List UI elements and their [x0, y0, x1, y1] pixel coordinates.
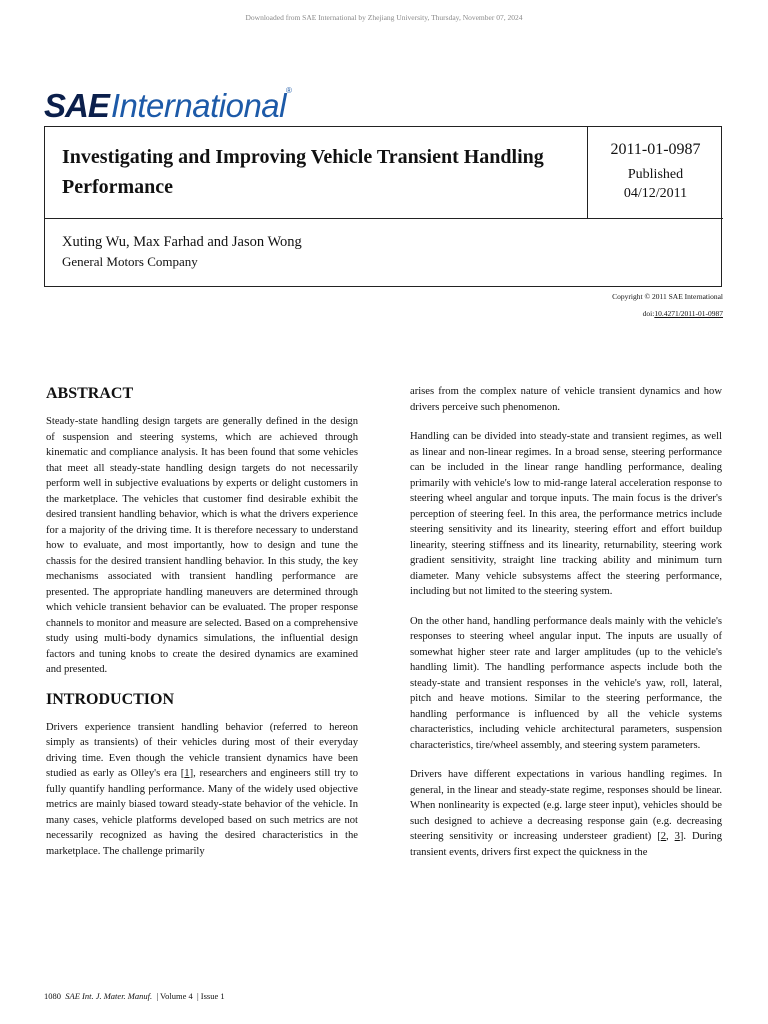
logo-sae-text: SAE [44, 87, 109, 124]
download-note: Downloaded from SAE International by Zhejiang University, Thursday, November 07, 2024 [245, 13, 523, 22]
logo-international-text: International [110, 87, 286, 124]
intro-p1-text-b: ], researchers and engineers still try to fully quantify handling performance. Many of the widely used objective metrics are mainly biased toward steady-state behavior of the vehicle. In many cases, vehicle platforms developed based on such metrics are not necessarily recognized as having the desired characteristics in the marketplace. The challenge primarily [46, 768, 359, 857]
journal-name: SAE Int. J. Mater. Manuf. [65, 991, 153, 1001]
paper-meta-cell [588, 127, 723, 219]
introduction-paragraph-1 [46, 720, 358, 860]
sae-international-logo [44, 84, 292, 122]
introduction-paragraph-2: arises from the complex nature of vehicle transient dynamics and how drivers perceive such phenomenon. [410, 386, 722, 413]
journal-volume: | Volume 4 [156, 991, 193, 1001]
copyright-notice: Copyright © 2011 SAE International [612, 292, 723, 301]
reference-link-1[interactable]: 1 [184, 768, 190, 779]
published-label: Published [627, 167, 684, 182]
affiliation: General Motors Company [62, 254, 198, 269]
journal-issue: | Issue 1 [196, 991, 225, 1001]
doi-label: doi: [642, 309, 655, 318]
introduction-paragraph-4: On the other hand, handling performance deals mainly with the vehicle's responses to steering wheel angular input. The inputs are usually of somewhat higher steer rate and larger amplitudes (up to the vehicle's handling limit). The handling performance aspects include both the steady-state and transient responses in the vehicle's yaw, roll, lateral, pitch and heave motions. Similar to the steering performance, the handling performance is influenced by all the vehicle systems characteristics, including vehicle architectural parameters, suspension characteristics, tire/wheel assembly, and steering system parameters. [410, 615, 722, 751]
page-footer [44, 991, 225, 1001]
paper-number: 2011-01-0987 [610, 141, 701, 158]
intro-p5-text-b: ]. During transient events, drivers first expect the quickness in the [410, 831, 722, 858]
title-cell [45, 127, 588, 219]
left-column [46, 384, 358, 871]
paper-header-box [44, 126, 722, 287]
page-number: 1080 [44, 991, 61, 1001]
published-date: 04/12/2011 [623, 186, 688, 201]
logo-registered-mark: ® [286, 86, 292, 95]
introduction-paragraph-5 [410, 767, 722, 860]
introduction-paragraph-3: Handling can be divided into steady-state and transient regimes, as well as linear and non-linear regimes. In a broad sense, steering performance can be included in the linear range handling performance, dealing primarily with vehicle's low to mid-range lateral acceleration response to steering wheel angular and torque inputs. The main focus is the driver's perception of steering feel. In this area, the performance metrics include steering sensitivity and its linearity, steering effort and effort buildup linearity, steering stiffness and its linearity, returnability, steering work gradient sensitivity, straight line tracking ability and minimum turn diameter. Many vehicle subsystems affect the steering performance, including but not limited to the steering system. [410, 431, 722, 597]
reference-link-3[interactable]: 3 [674, 831, 680, 842]
intro-p5-text-a: Drivers have different expectations in various handling regimes. In general, in the linear and steady-state regime, responses should be linear. When nonlinearity is expected (e.g. large steer input), vehicles should be such designed to achieve a decreasing response gain (e.g. decreasing steering sensitivity or increasing understeer gradient) [ [410, 769, 722, 842]
intro-p1-text-a: Drivers experience transient handling behavior (referred to hereon simply as transients) of their vehicles during most of their everyday driving time. Even though the vehicle transient dynamics have been studied as early as Olley's era [ [46, 721, 358, 779]
reference-separator: , [666, 831, 675, 842]
right-column [410, 384, 722, 874]
authors: Xuting Wu, Max Farhad and Jason Wong [62, 234, 302, 250]
doi-link[interactable]: 10.4271/2011-01-0987 [654, 309, 723, 318]
abstract-text: Steady-state handling design targets are generally defined in the design of suspension and steering systems, which are achieved through kinematic and compliance analysis. It has been found that some vehicles that meet all steady-state handling design targets do not necessarily perform well in subjective evaluations by experts or delight customers in the marketplace. The vehicles that customer find desirable exhibit the desired transient handling behavior, which is what the drivers experience for a majority of the driving time. It is therefore necessary to understand how to evaluate, and most importantly, how to design and tune the chassis for the desired transient handling behavior. In this study, the key mechanisms associated with transient handling performance are presented. The appropriate handling maneuvers are determined through which vehicle transient behavior can be evaluated. The proper response channels to monitor and measure are selected. Based on a comprehensive study using multi-body dynamics simulations, the influential design factors and tuning knobs to create the desired dynamics are examined and presented. [46, 416, 358, 675]
introduction-heading: INTRODUCTION [46, 690, 175, 708]
reference-link-2[interactable]: 2 [660, 831, 667, 842]
abstract-heading: ABSTRACT [46, 385, 134, 402]
paper-title: Investigating and Improving Vehicle Transient Handling Performance [62, 146, 544, 198]
doi-line [643, 309, 723, 318]
